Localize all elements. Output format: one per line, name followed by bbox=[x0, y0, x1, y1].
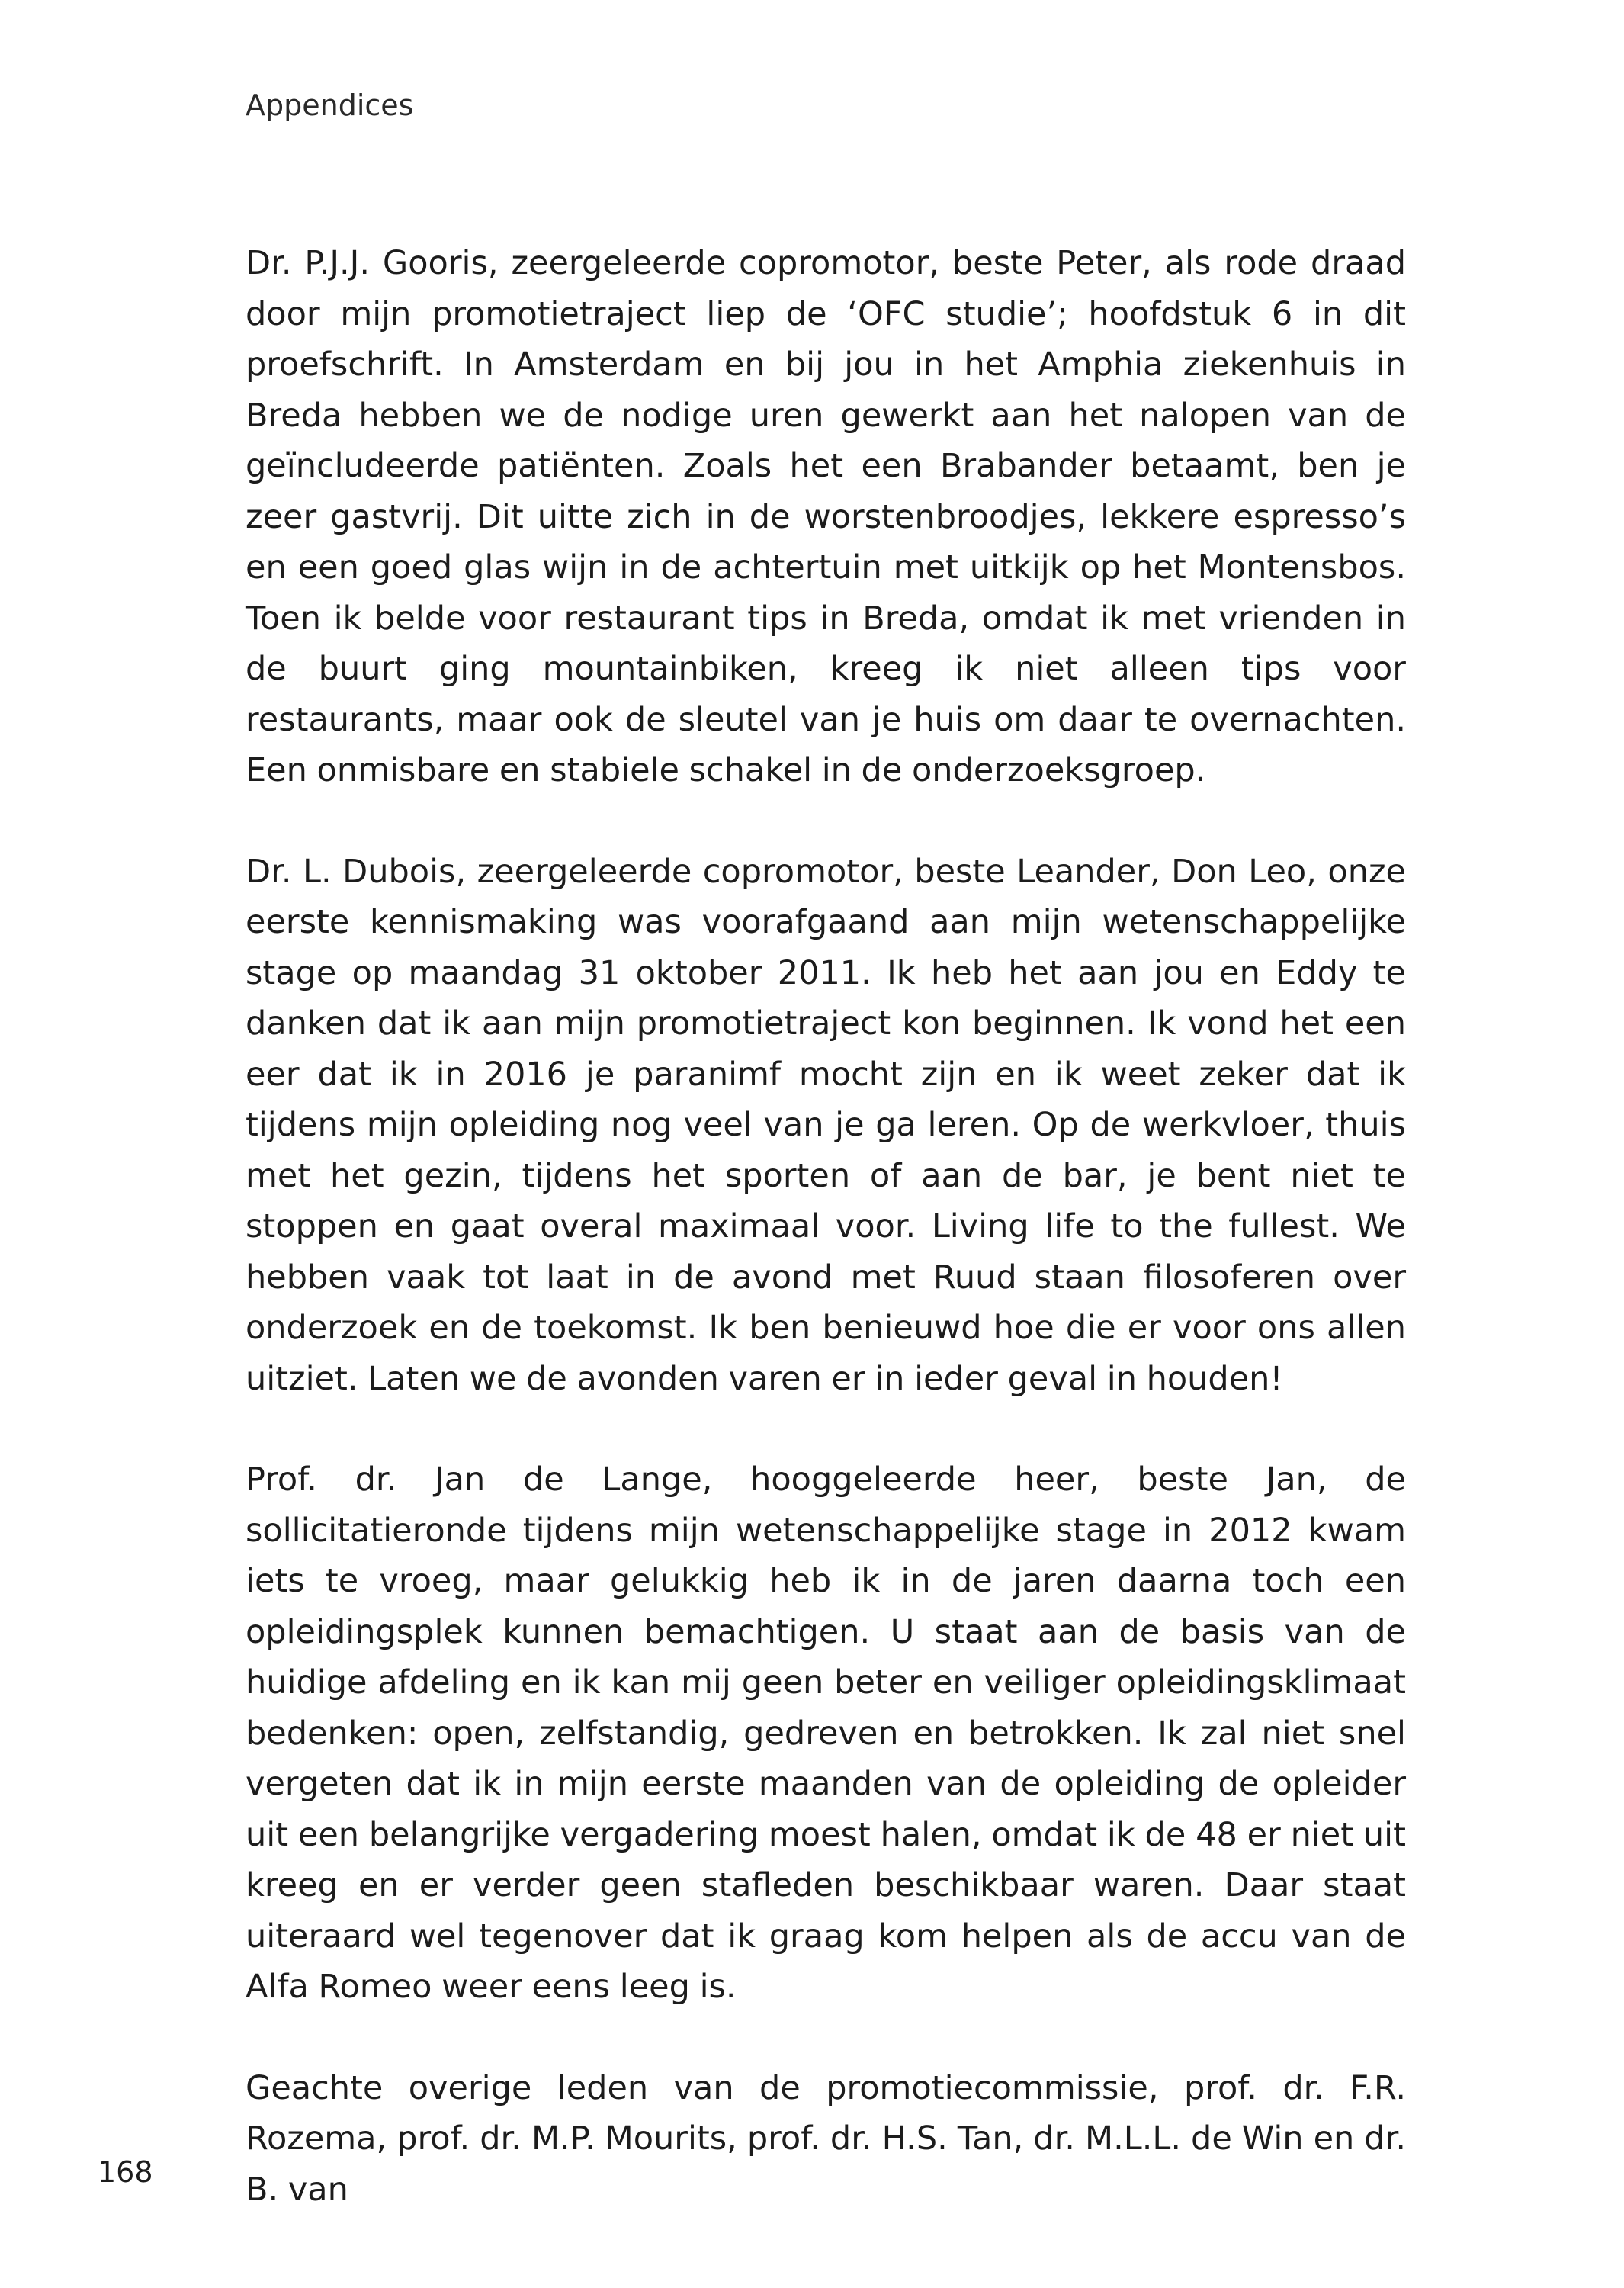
paragraph-gooris: Dr. P.J.J. Gooris, zeergeleerde copromotor, beste Peter, als rode draad door mijn promotietraject liep de ‘OFC studie’; hoofdstuk 6 in dit proefschrift. In Amsterdam en bij jou in het Amphia ziekenhuis in Breda hebben we de nodige uren gewerkt aan het nalopen van de geïncludeerde patiënten. Zoals het een Brabander betaamt, ben je zeer gastvrij. Dit uitte zich in de worstenbroodjes, lekkere espresso’s en een goed glas wijn in de achtertuin met uitkijk op het Montensbos. Toen ik belde voor restaurant tips in Breda, omdat ik met vrienden in de buurt ging mountainbiken, kreeg ik niet alleen tips voor restaurants, maar ook de sleutel van je huis om daar te overnachten. Een onmisbare en stabiele schakel in de onderzoeksgroep. bbox=[246, 244, 1406, 789]
paragraph-commissie: Geachte overige leden van de promotiecommissie, prof. dr. F.R. Rozema, prof. dr. M.P. Mourits, prof. dr. H.S. Tan, dr. M.L.L. de Win en dr. B. van bbox=[246, 2068, 1406, 2209]
page-number: 168 bbox=[98, 2155, 153, 2189]
paragraph-de-lange: Prof. dr. Jan de Lange, hooggeleerde heer, beste Jan, de sollicitatieronde tijdens mijn wetenschappelijke stage in 2012 kwam iets te vroeg, maar gelukkig heb ik in de jaren daarna toch een opleidingsplek kunnen bemachtigen. U staat aan de basis van de huidige afdeling en ik kan mij geen beter en veiliger opleidingsklimaat bedenken: open, zelfstandig, gedreven en betrokken. Ik zal niet snel vergeten dat ik in mijn eerste maanden van de opleiding de opleider uit een belangrijke vergadering moest halen, omdat ik de 48 er niet uit kreeg en er verder geen stafleden beschikbaar waren. Daar staat uiteraard wel tegenover dat ik graag kom helpen als de accu van de Alfa Romeo weer eens leeg is. bbox=[246, 1461, 1406, 2006]
running-header: Appendices bbox=[246, 88, 414, 122]
paragraph-dubois: Dr. L. Dubois, zeergeleerde copromotor, beste Leander, Don Leo, onze eerste kennismaking was voorafgaand aan mijn wetenschappelijke stage op maandag 31 oktober 2011. Ik heb het aan jou en Eddy te danken dat ik aan mijn promotietraject kon beginnen. Ik vond het een eer dat ik in 2016 je paranimf mocht zijn en ik weet zeker dat ik tijdens mijn opleiding nog veel van je ga leren. Op de werkvloer, thuis met het gezin, tijdens het sporten of aan de bar, je bent niet te stoppen en gaat overal maximaal voor. Living life to the fullest. We hebben vaak tot laat in de avond met Ruud staan filosoferen over onderzoek en de toekomst. Ik ben benieuwd hoe die er voor ons allen uitziet. Laten we de avonden varen er in ieder geval in houden! bbox=[246, 852, 1406, 1398]
body-text bbox=[246, 238, 1406, 2265]
